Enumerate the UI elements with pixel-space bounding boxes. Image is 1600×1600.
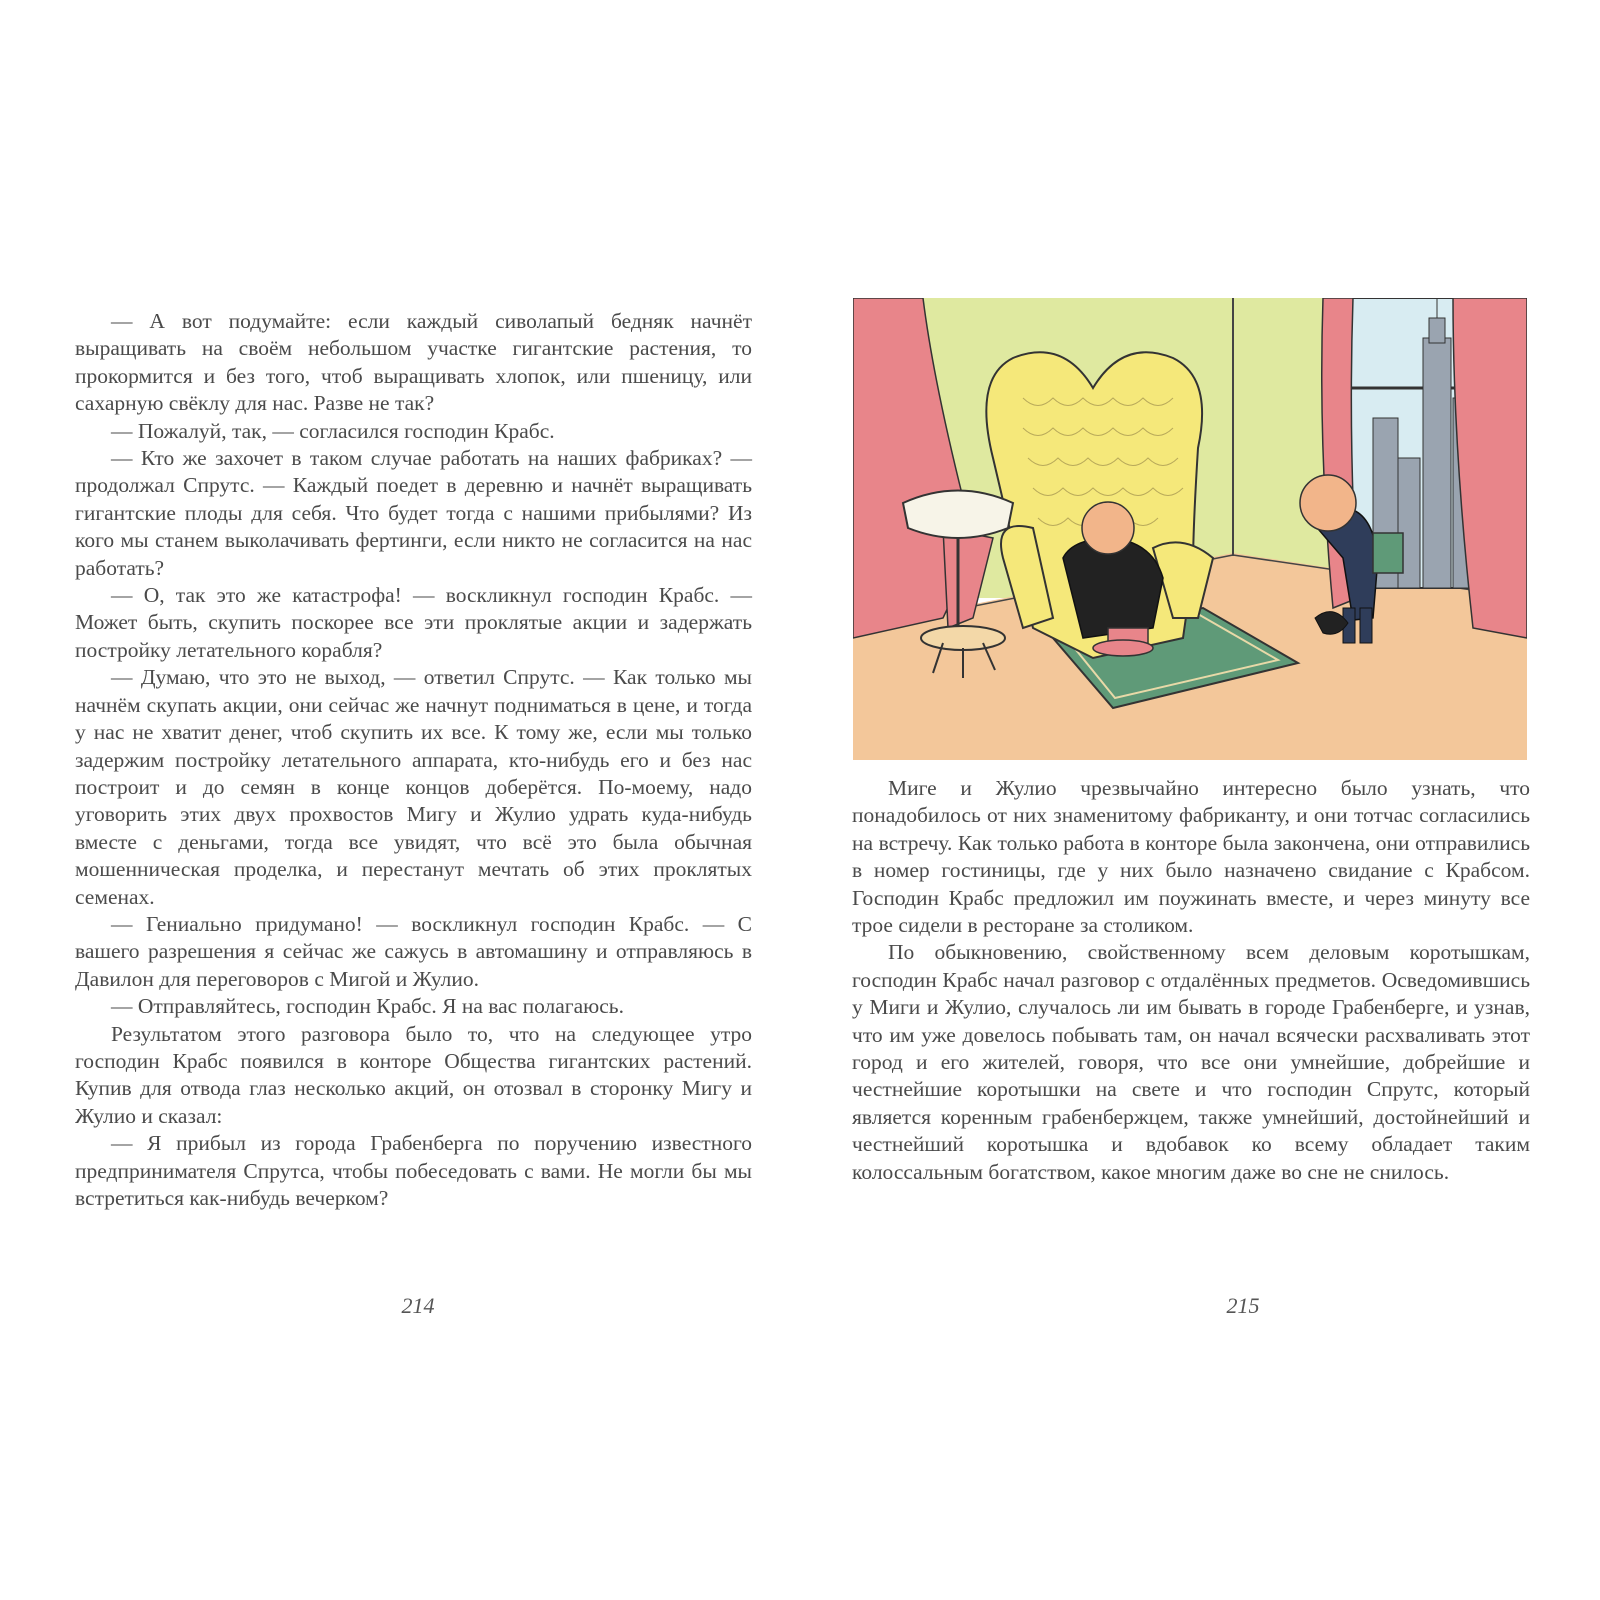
paragraph: — Пожалуй, так, — согласился господин Крабс. — [111, 418, 555, 443]
right-text-block — [852, 775, 1530, 1186]
page-number-right: 215 — [1226, 1293, 1260, 1318]
illustration — [853, 298, 1527, 760]
paragraph: — Кто же захочет в таком случае работать на наших фабриках? — продолжал Спрутс. — Каждый поедет в деревню и начнёт выращивать гигантские плоды для себя. Что будет тогда с нашими прибылями? Из кого мы станем выколачивать фертинги, если никто не согласится на нас работать? — [75, 446, 752, 580]
left-text-block — [75, 308, 752, 1212]
right-page — [800, 0, 1600, 1600]
paragraph: — А вот подумайте: если каждый сиволапый бедняк начнёт выращивать на своём небольшом участке гигантские растения, то прокормится и без того, чтоб выращивать хлопок, или пшеницу, или сахарную свёклу для нас. Разве не так? — [75, 309, 752, 416]
paragraph: — О, так это же катастрофа! — воскликнул господин Крабс. — Может быть, скупить поскорее все эти проклятые акции и задержать постройку летательного корабля? — [75, 583, 752, 662]
paragraph: По обыкновению, свойственному всем деловым коротышкам, господин Крабс начал разговор с отдалённых предметов. Осведомившись у Миги и Жулио, случалось ли им бывать в городе Грабенберге, и узнав, что им уже довелось побывать там, он начал всячески расхваливать этот город и его жителей, говоря, что все они умнейшие, добрейшие и честнейшие коротышки на свете и что господин Спрутс, который является коренным грабенбержцем, также умнейший, достойнейший и честнейший коротышка и вдобавок ко всему обладает таким колоссальным богатством, какое многим даже во сне не снилось. — [852, 940, 1530, 1184]
paragraph: Миге и Жулио чрезвычайно интересно было узнать, что понадобилось от них знаменитому фабриканту, и они тотчас согласились на встречу. Как только работа в конторе была закончена, они отправились в номер гостиницы, где у них было назначено свидание с Крабсом. Господин Крабс предложил им поужинать вместе, и через минуту все трое сидели в ресторане за столиком. — [852, 776, 1530, 938]
paragraph: — Я прибыл из города Грабенберга по поручению известного предпринимателя Спрутса, чтобы побеседовать с вами. Не могли бы мы встретиться как-нибудь вечерком? — [75, 1131, 752, 1210]
paragraph: Результатом этого разговора было то, что на следующее утро господин Крабс появился в конторе Общества гигантских растений. Купив для отвода глаз несколько акций, он отозвал в сторонку Мигу и Жулио и сказал: — [75, 1021, 752, 1128]
paragraph: — Отправляйтесь, господин Крабс. Я на вас полагаюсь. — [111, 994, 624, 1019]
page-number-left: 214 — [401, 1293, 435, 1318]
paragraph: — Гениально придумано! — воскликнул господин Крабс. — С вашего разрешения я сейчас же сажусь в автомашину и отправляюсь в Давилон для переговоров с Мигой и Жулио. — [75, 911, 752, 991]
paragraph: — Думаю, что это не выход, — ответил Спрутс. — Как только мы начнём скупать акции, они сейчас же начнут подниматься в цене, и тогда у нас не хватит денег, чтоб скупить их все. К тому же, если мы только задержим постройку летательного аппарата, кто-нибудь его и без нас построит и до семян в конце концов доберётся. По-моему, надо уговорить этих двух прохвостов Мигу и Жулио удрать куда-нибудь вместе с деньгами, тогда все увидят, что всё это была обычная мошенническая проделка, и перестанут мечтать об этих проклятых семенах. — [75, 665, 752, 909]
